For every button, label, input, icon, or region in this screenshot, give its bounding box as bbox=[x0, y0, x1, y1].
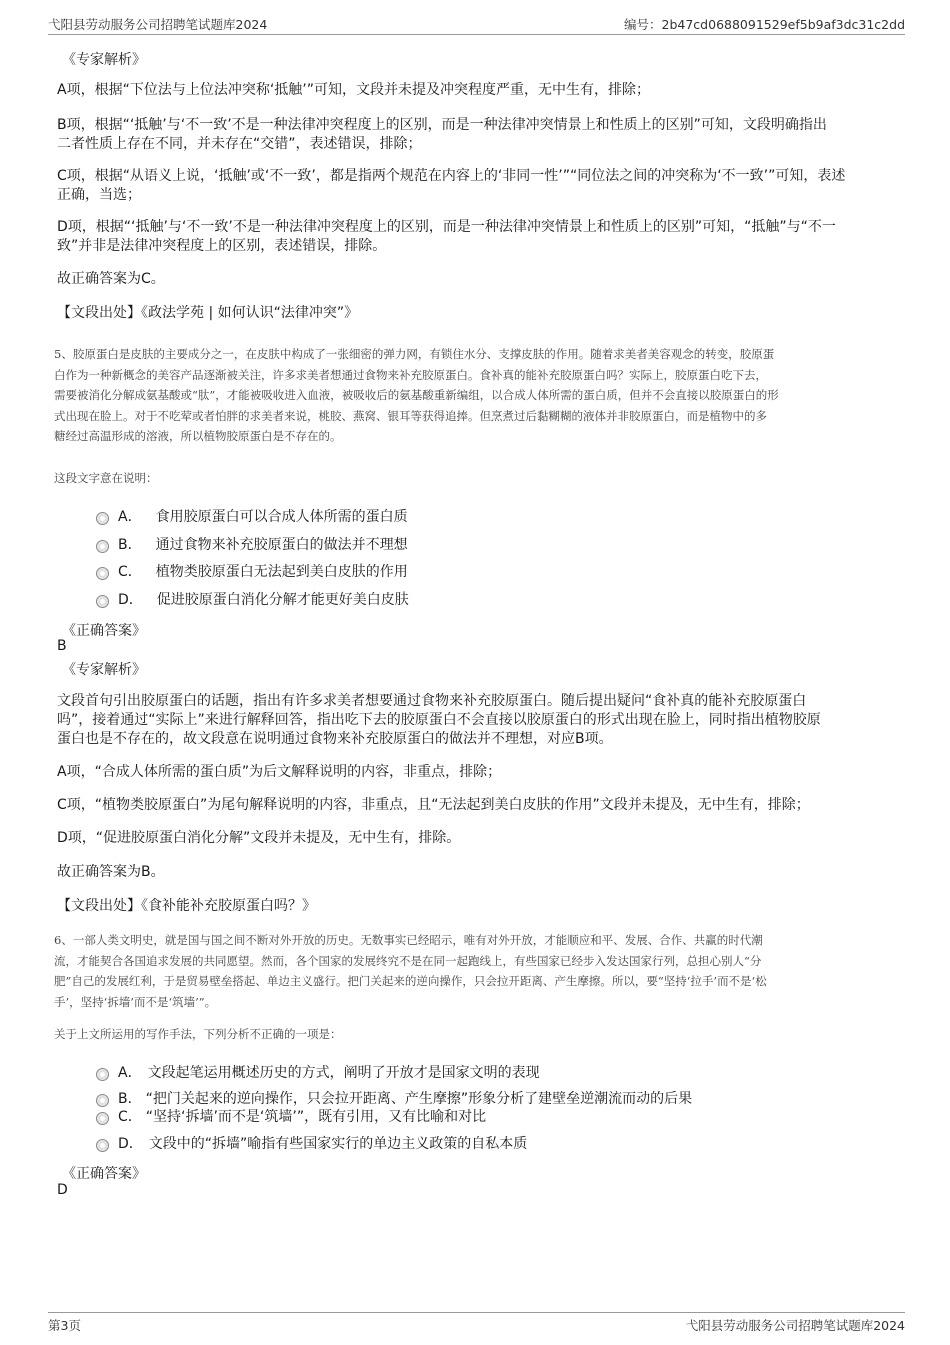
text-line: D项，根据“‘抵触’与‘不一致’不是一种法律冲突程度上的区别，而是一种法律冲突情景上和性质上的区别”可知，“抵触”与“不一 bbox=[57, 219, 836, 235]
page-header bbox=[48, 12, 905, 35]
option-letter: B． bbox=[118, 1091, 142, 1107]
q5-conclusion bbox=[57, 863, 895, 882]
radio-icon[interactable] bbox=[96, 1094, 109, 1107]
text-line: 肥”自己的发展红利，于是贸易壁垒搭起、单边主义盛行。把门关起来的逆向操作，只会拉开距离、产生摩擦。所以，要“坚持‘拉手’而不是‘松 bbox=[54, 974, 767, 988]
page-number: 第3页 bbox=[48, 1318, 81, 1333]
text-line: 文段首句引出胶原蛋白的话题，指出有许多求美者想要通过食物来补充胶原蛋白。随后提出疑问“食补真的能补充胶原蛋白 bbox=[57, 693, 807, 709]
text-line: 需要被消化分解成氨基酸或“肽”，才能被吸收进入血液，被吸收后的氨基酸重新编组，以合成人体所需的蛋白质，但并不会直接以胶原蛋白的形 bbox=[54, 388, 779, 402]
text-line: C项，“植物类胶原蛋白”为尾句解释说明的内容，非重点，且“无法起到美白皮肤的作用”文段并未提及，无中生有，排除； bbox=[57, 797, 810, 813]
text-line: 手’，坚持‘拆墙’而不是‘筑墙’”。 bbox=[54, 994, 217, 1009]
q5-analysis-label: 《专家解析》 bbox=[62, 662, 146, 678]
q6-option-d[interactable] bbox=[96, 1133, 527, 1153]
text-line: 白作为一种新概念的美容产品逐渐被关注，许多求美者想通过食物来补充胶原蛋白。食补真的能补充胶原蛋白吗？实际上，胶原蛋白吃下去， bbox=[54, 367, 767, 382]
text-line: 吗”，接着通过“实际上”来进行解释回答，指出吃下去的胶原蛋白不会直接以胶原蛋白的形式出现在脸上，同时指出植物胶原 bbox=[57, 712, 821, 728]
q4-conclusion bbox=[57, 270, 895, 289]
radio-icon[interactable] bbox=[96, 1112, 109, 1125]
radio-icon[interactable] bbox=[96, 567, 109, 580]
text-line: 糖经过高温形成的溶液，所以植物胶原蛋白是不存在的。 bbox=[54, 429, 342, 443]
q4-analysis-c bbox=[57, 167, 895, 205]
text-line: 正确，当选； bbox=[57, 187, 141, 203]
text-line: 致”并非是法律冲突程度上的区别，表述错误，排除。 bbox=[57, 238, 387, 254]
q6-option-b[interactable] bbox=[96, 1088, 692, 1108]
q4-source bbox=[57, 304, 895, 323]
q5-analysis-c bbox=[57, 796, 895, 815]
option-text: 通过食物来补充胶原蛋白的做法并不理想 bbox=[155, 537, 408, 553]
text-line: 5、胶原蛋白是皮肤的主要成分之一，在皮肤中构成了一张细密的弹力网，有锁住水分、支撑皮肤的作用。随着求美者美容观念的转变，胶原蛋 bbox=[54, 347, 775, 361]
text-line: 故正确答案为C。 bbox=[57, 271, 165, 287]
text-line: 【文段出处】《食补能补充胶原蛋白吗？》 bbox=[57, 898, 316, 914]
text-line: A项，“合成人体所需的蛋白质”为后文解释说明的内容，非重点，排除； bbox=[57, 764, 502, 780]
text-line: 式出现在脸上。对于不吃荤或者怕胖的求美者来说，桃胶、燕窝、银耳等获得追捧。但烹煮过后黏糊糊的液体并非胶原蛋白，而是植物中的多 bbox=[54, 408, 767, 423]
radio-icon[interactable] bbox=[96, 540, 109, 553]
text-line: 故正确答案为B。 bbox=[57, 864, 165, 880]
q5-analysis-main bbox=[57, 692, 895, 749]
radio-icon[interactable] bbox=[96, 1139, 109, 1152]
q5-option-b[interactable] bbox=[96, 534, 408, 554]
text-line: 6、一部人类文明史，就是国与国之间不断对外开放的历史。无数事实已经昭示，唯有对外开放，才能顺应和平、发展、合作、共赢的时代潮 bbox=[54, 933, 763, 947]
option-text: 文段中的“拆墙”喻指有些国家实行的单边主义政策的自私本质 bbox=[148, 1136, 528, 1152]
page-footer bbox=[48, 1312, 905, 1335]
header-title: 弋阳县劳动服务公司招聘笔试题库2024 bbox=[48, 17, 268, 32]
q5-option-d[interactable] bbox=[96, 589, 409, 609]
option-text: 食用胶原蛋白可以合成人体所需的蛋白质 bbox=[155, 509, 408, 525]
radio-icon[interactable] bbox=[96, 512, 109, 525]
q4-analysis-b bbox=[57, 116, 895, 154]
q6-answer-label: 《正确答案》 bbox=[62, 1166, 146, 1182]
q4-analysis-a bbox=[57, 81, 895, 100]
q6-prompt: 关于上文所运用的写作手法，下列分析不正确的一项是： bbox=[54, 1027, 342, 1041]
option-letter: A． bbox=[118, 1065, 142, 1081]
q5-stem bbox=[54, 344, 896, 447]
text-line: 二者性质上存在不同，并未存在“交错”，表述错误，排除； bbox=[57, 136, 422, 152]
q4-analysis-d bbox=[57, 218, 895, 256]
q5-option-a[interactable] bbox=[96, 506, 408, 526]
q5-option-c[interactable] bbox=[96, 561, 408, 581]
header-document-id: 编号：2b47cd0688091529ef5b9af3dc31c2dd bbox=[624, 17, 905, 32]
option-letter: D． bbox=[118, 592, 143, 608]
q5-source bbox=[57, 897, 895, 916]
text-line: D项，“促进胶原蛋白消化分解”文段并未提及，无中生有，排除。 bbox=[57, 830, 461, 846]
option-letter: C． bbox=[118, 1109, 142, 1125]
q5-analysis-d bbox=[57, 829, 895, 848]
option-text: 文段起笔运用概述历史的方式，阐明了开放才是国家文明的表现 bbox=[147, 1065, 540, 1081]
option-letter: C． bbox=[118, 564, 142, 580]
option-letter: A． bbox=[118, 509, 142, 525]
q6-stem bbox=[54, 930, 896, 1012]
q5-answer-label: 《正确答案》 bbox=[62, 623, 146, 639]
q6-answer: D bbox=[57, 1182, 68, 1198]
option-letter: D． bbox=[118, 1136, 143, 1152]
text-line: 流，才能契合各国追求发展的共同愿望。然而，各个国家的发展终究不是在同一起跑线上，有些国家已经步入发达国家行列，总担心别人“分 bbox=[54, 953, 762, 968]
q5-analysis-a bbox=[57, 763, 895, 782]
q4-analysis-label: 《专家解析》 bbox=[62, 52, 146, 68]
option-text: 促进胶原蛋白消化分解才能更好美白皮肤 bbox=[156, 592, 409, 608]
option-text: “把门关起来的逆向操作，只会拉开距离、产生摩擦”形象分析了建壁垒逆潮流而动的后果 bbox=[145, 1091, 693, 1107]
option-letter: B． bbox=[118, 537, 142, 553]
text-line: 【文段出处】《政法学苑 | 如何认识“法律冲突”》 bbox=[57, 305, 359, 321]
text-line: A项，根据“下位法与上位法冲突称‘抵触’”可知，文段并未提及冲突程度严重，无中生有，排除； bbox=[57, 82, 650, 98]
option-text: “坚持‘拆墙’而不是‘筑墙’”，既有引用，又有比喻和对比 bbox=[145, 1109, 487, 1125]
q6-option-a[interactable] bbox=[96, 1062, 540, 1082]
option-text: 植物类胶原蛋白无法起到美白皮肤的作用 bbox=[155, 564, 408, 580]
q5-answer: B bbox=[57, 638, 67, 654]
footer-title: 弋阳县劳动服务公司招聘笔试题库2024 bbox=[685, 1318, 905, 1333]
q5-prompt: 这段文字意在说明： bbox=[54, 471, 158, 485]
text-line: C项，根据“从语义上说，‘抵触’或‘不一致’，都是指两个规范在内容上的‘非同一性’”“同位法之间的冲突称为‘不一致’”可知，表述 bbox=[57, 168, 846, 184]
q6-option-c[interactable] bbox=[96, 1106, 486, 1126]
text-line: 蛋白也是不存在的，故文段意在说明通过食物来补充胶原蛋白的做法并不理想，对应B项。 bbox=[57, 731, 613, 747]
radio-icon[interactable] bbox=[96, 595, 109, 608]
radio-icon[interactable] bbox=[96, 1068, 109, 1081]
text-line: B项，根据“‘抵触’与‘不一致’不是一种法律冲突程度上的区别，而是一种法律冲突情景上和性质上的区别”可知，文段明确指出 bbox=[57, 117, 827, 133]
